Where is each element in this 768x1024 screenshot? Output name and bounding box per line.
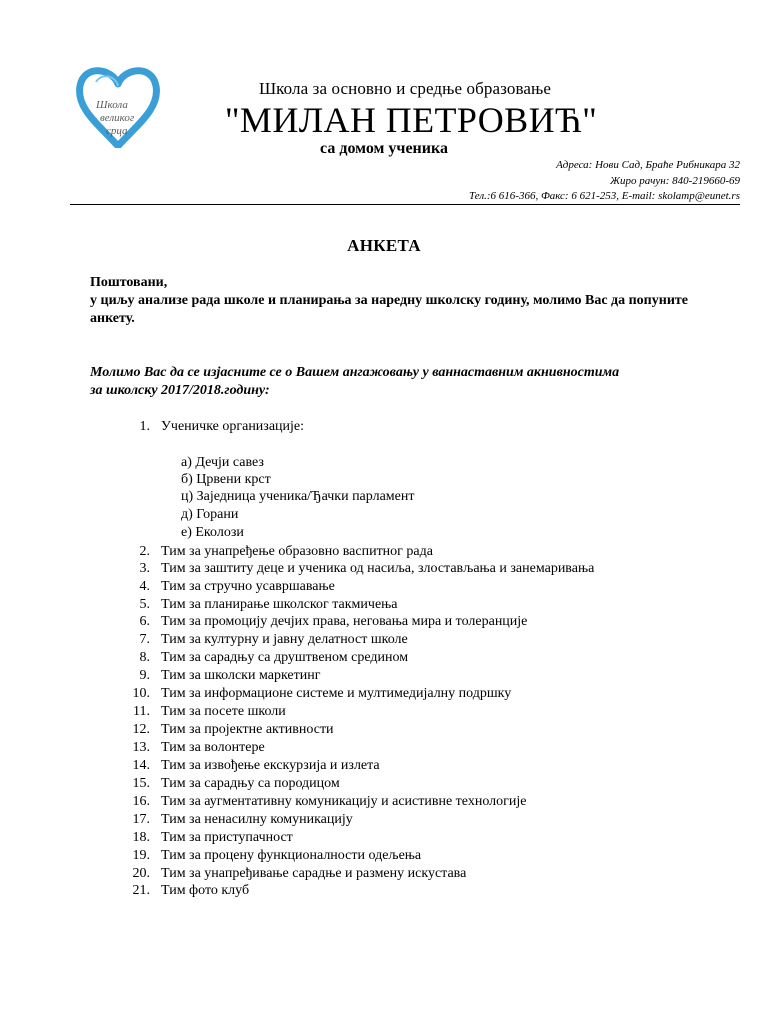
school-address: Адреса: Нови Сад, Браће Рибникара 32 bbox=[556, 159, 740, 171]
sub-list-item: ц) Заједница ученика/Ђачки парламент bbox=[181, 489, 415, 504]
list-item-label: Тим фото клуб bbox=[161, 883, 250, 898]
sub-list-item: а) Дечји савез bbox=[181, 455, 264, 470]
instruction-line-1: Молимо Вас да се изјасните се о Вашем ангажовању у ваннаставним акнивностима bbox=[90, 365, 620, 380]
school-contact: Тел.:6 616-366, Факс: 6 621-253, E-mail: skolamp@eunet.rs bbox=[469, 190, 740, 202]
list-item-label: Тим за заштиту деце и ученика од насиља, злостављања и занемаривања bbox=[161, 561, 595, 576]
list-item-number: 21. bbox=[132, 883, 150, 898]
list-item-label: Тим за волонтере bbox=[161, 740, 265, 755]
list-item-label: Тим за унапређење образовно васпитног рада bbox=[161, 544, 433, 559]
list-item-number: 19. bbox=[132, 848, 150, 863]
list-item-number: 18. bbox=[132, 830, 150, 845]
list-item-label: Тим за школски маркетинг bbox=[161, 668, 321, 683]
svg-text:великог: великог bbox=[100, 112, 135, 124]
list-item-number: 14. bbox=[132, 758, 150, 773]
list-item-label: Ученичке организације: bbox=[161, 419, 305, 434]
intro-body: у циљу анализе рада школе и планирања за наредну школску годину, молимо Вас да попуните анкету. bbox=[90, 293, 688, 326]
list-item-number: 15. bbox=[132, 776, 150, 791]
school-subtitle: са домом ученика bbox=[320, 140, 448, 157]
list-item-number: 13. bbox=[132, 740, 150, 755]
school-name: "МИЛАН ПЕТРОВИЋ" bbox=[224, 100, 598, 140]
list-item-number: 9. bbox=[139, 668, 150, 683]
list-item-number: 4. bbox=[139, 579, 150, 594]
list-item-number: 20. bbox=[132, 866, 150, 881]
svg-text:Школа: Школа bbox=[96, 99, 128, 111]
list-item-label: Тим за сарадњу са породицом bbox=[161, 776, 340, 791]
list-item-number: 1. bbox=[139, 419, 150, 434]
list-item-number: 11. bbox=[133, 704, 150, 719]
list-item-number: 17. bbox=[132, 812, 150, 827]
list-item-number: 16. bbox=[132, 794, 150, 809]
svg-text:срца: срца bbox=[106, 125, 128, 137]
list-item-label: Тим за културну и јавну делатност школе bbox=[161, 632, 408, 647]
list-item-number: 3. bbox=[139, 561, 150, 576]
list-item-number: 6. bbox=[139, 614, 150, 629]
list-item-label: Тим за унапређивање сарадње и размену искустава bbox=[161, 866, 467, 881]
header-divider bbox=[70, 204, 740, 205]
list-item-label: Тим за сарадњу са друштвеном средином bbox=[161, 650, 409, 665]
school-type: Школа за основно и средње образовање bbox=[258, 79, 552, 98]
page-title: АНКЕТА bbox=[347, 236, 421, 255]
list-item-label: Тим за ненасилну комуникацију bbox=[161, 812, 353, 827]
sub-list-item: е) Еколози bbox=[181, 525, 244, 540]
list-item-number: 7. bbox=[139, 632, 150, 647]
list-item-label: Тим за процену функционалности одељења bbox=[161, 848, 422, 863]
list-item-number: 10. bbox=[132, 686, 150, 701]
instruction-text bbox=[90, 364, 710, 400]
greeting: Поштовани, bbox=[90, 275, 168, 290]
list-item-label: Тим за информационе системе и мултимедијалну подршку bbox=[161, 686, 512, 701]
list-item-label: Тим за аугментативну комуникацију и асистивне технологије bbox=[161, 794, 527, 809]
sub-list-item: д) Горани bbox=[181, 507, 239, 522]
list-item-label: Тим за планирање школског такмичења bbox=[161, 597, 398, 612]
instruction-line-2: за школску 2017/2018.годину: bbox=[90, 383, 270, 398]
school-account: Жиро рачун: 840-219660-69 bbox=[609, 175, 740, 187]
list-item-label: Тим за стручно усавршавање bbox=[161, 579, 335, 594]
list-item-number: 5. bbox=[139, 597, 150, 612]
list-item-number: 2. bbox=[139, 544, 150, 559]
list-item-label: Тим за пројектне активности bbox=[161, 722, 334, 737]
list-item-number: 12. bbox=[132, 722, 150, 737]
list-item-label: Тим за приступачност bbox=[161, 830, 293, 845]
list-item-label: Тим за промоцију дечјих права, неговања мира и толеранције bbox=[161, 614, 528, 629]
list-item-number: 8. bbox=[139, 650, 150, 665]
list-item-label: Тим за извођење екскурзија и излета bbox=[161, 758, 380, 773]
list-item-label: Тим за посете школи bbox=[161, 704, 286, 719]
intro-text bbox=[90, 274, 710, 328]
sub-list-item: б) Црвени крст bbox=[181, 472, 271, 487]
